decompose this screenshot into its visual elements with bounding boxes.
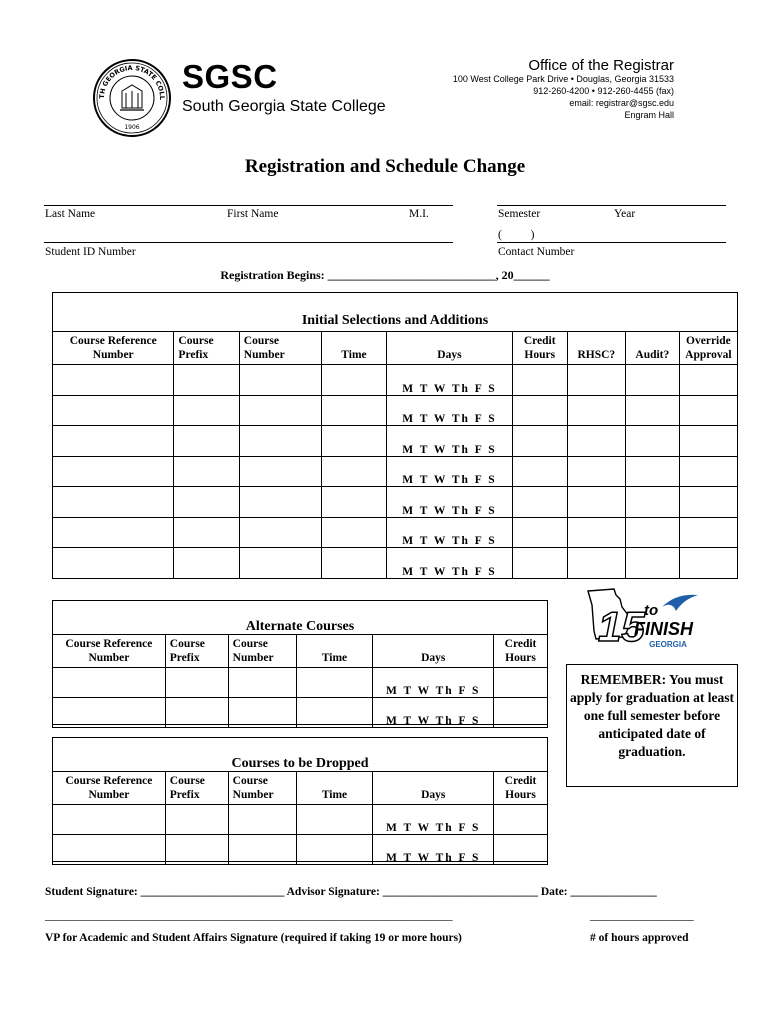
registration-begins: Registration Begins: ____________________________, 20______ — [220, 268, 550, 282]
header-days: Days — [387, 332, 513, 365]
entry-cell[interactable] — [296, 805, 373, 835]
entry-cell[interactable] — [53, 395, 174, 426]
entry-cell[interactable] — [53, 548, 174, 579]
entry-cell[interactable] — [625, 548, 679, 579]
days-selector[interactable]: M T W Th F S — [373, 668, 494, 698]
college-abbrev: SGSC — [182, 58, 278, 95]
student-id-line[interactable] — [44, 242, 453, 243]
logo-number: 15 — [598, 603, 645, 650]
drop-header-days: Days — [373, 772, 494, 805]
entry-cell[interactable] — [228, 698, 296, 728]
entry-cell[interactable] — [679, 517, 737, 548]
contact-line[interactable] — [497, 242, 726, 243]
entry-cell[interactable] — [679, 395, 737, 426]
entry-cell[interactable] — [228, 835, 296, 865]
course-row — [53, 395, 738, 426]
alt-header-credit-hours: Credit Hours — [494, 635, 548, 668]
dropped-table — [52, 771, 548, 865]
entry-cell[interactable] — [625, 426, 679, 457]
logo-swoosh — [662, 595, 698, 611]
header-credit-hours: Credit Hours — [512, 332, 567, 365]
mi-label: M.I. — [409, 208, 429, 220]
entry-cell[interactable] — [53, 517, 174, 548]
entry-cell[interactable] — [679, 487, 737, 518]
entry-cell[interactable] — [174, 548, 239, 579]
entry-cell[interactable] — [174, 426, 239, 457]
entry-cell[interactable] — [53, 456, 174, 487]
entry-cell[interactable] — [239, 487, 321, 518]
alternate-title: Alternate Courses — [245, 619, 355, 634]
entry-cell[interactable] — [679, 426, 737, 457]
entry-cell[interactable] — [512, 517, 567, 548]
days-selector[interactable]: M T W Th F S — [387, 487, 513, 518]
year-label: Year — [614, 208, 636, 220]
entry-cell[interactable] — [228, 668, 296, 698]
address: 100 West College Park Drive • Douglas, Georgia 31533 — [452, 74, 674, 84]
entry-cell[interactable] — [165, 698, 228, 728]
entry-cell[interactable] — [512, 395, 567, 426]
entry-cell[interactable] — [512, 456, 567, 487]
entry-cell[interactable] — [165, 805, 228, 835]
entry-cell[interactable] — [625, 487, 679, 518]
entry-cell[interactable] — [625, 365, 679, 396]
last-name-label: Last Name — [45, 208, 96, 220]
course-row — [53, 548, 738, 579]
signature-line[interactable]: Student Signature: _________________________ Advisor Signature: ___________________________ Date: _______________ — [45, 886, 657, 898]
header-override: Override Approval — [679, 332, 737, 365]
drop-header-credit-hours: Credit Hours — [494, 772, 548, 805]
entry-cell[interactable] — [567, 487, 625, 518]
entry-cell[interactable] — [321, 426, 386, 457]
college-name: South Georgia State College — [182, 98, 386, 115]
days-selector[interactable]: M T W Th F S — [387, 426, 513, 457]
drop-header-prefix: Course Prefix — [165, 772, 228, 805]
course-row — [53, 517, 738, 548]
entry-cell[interactable] — [625, 456, 679, 487]
course-row — [53, 487, 738, 518]
drop-header-crn: Course Reference Number — [53, 772, 166, 805]
entry-cell[interactable] — [321, 456, 386, 487]
entry-cell[interactable] — [53, 426, 174, 457]
entry-cell[interactable] — [567, 365, 625, 396]
dropped-title: Courses to be Dropped — [231, 756, 369, 771]
entry-cell[interactable] — [174, 487, 239, 518]
entry-cell[interactable] — [321, 517, 386, 548]
alt-header-prefix: Course Prefix — [165, 635, 228, 668]
reminder-box: REMEMBER: You must apply for graduation at least one full semester before anticipated date of graduation. — [566, 664, 738, 787]
header-rhsc: RHSC? — [567, 332, 625, 365]
days-selector[interactable]: M T W Th F S — [387, 395, 513, 426]
entry-cell[interactable] — [567, 517, 625, 548]
header-time: Time — [321, 332, 386, 365]
logo-state: GEORGIA — [649, 640, 687, 649]
dropped-courses-section — [52, 737, 548, 862]
entry-cell[interactable] — [174, 517, 239, 548]
entry-cell[interactable] — [165, 668, 228, 698]
entry-cell[interactable] — [567, 426, 625, 457]
email: email: registrar@sgsc.edu — [569, 98, 674, 108]
drop-header-course-number: Course Number — [228, 772, 296, 805]
initial-selections-section — [52, 292, 738, 579]
entry-cell[interactable] — [494, 805, 548, 835]
logo-to: to — [644, 602, 659, 619]
entry-cell[interactable] — [53, 698, 166, 728]
days-selector[interactable]: M T W Th F S — [373, 805, 494, 835]
entry-cell[interactable] — [494, 835, 548, 865]
building: Engram Hall — [624, 110, 674, 120]
hours-approved-line[interactable]: ____________________ — [590, 910, 694, 922]
header-crn: Course Reference Number — [53, 332, 174, 365]
entry-cell[interactable] — [321, 395, 386, 426]
entry-cell[interactable] — [53, 835, 166, 865]
entry-cell[interactable] — [239, 426, 321, 457]
entry-cell[interactable] — [228, 805, 296, 835]
course-row — [53, 698, 548, 728]
entry-cell[interactable] — [679, 548, 737, 579]
days-selector[interactable]: M T W Th F S — [373, 698, 494, 728]
phone: 912-260-4200 • 912-260-4455 (fax) — [533, 86, 674, 96]
college-seal — [92, 58, 172, 138]
entry-cell[interactable] — [512, 548, 567, 579]
entry-cell[interactable] — [239, 548, 321, 579]
alt-header-time: Time — [296, 635, 373, 668]
entry-cell[interactable] — [174, 365, 239, 396]
semester-line[interactable] — [497, 205, 726, 206]
drop-header-time: Time — [296, 772, 373, 805]
page-title: Registration and Schedule Change — [244, 156, 526, 177]
entry-cell[interactable] — [239, 456, 321, 487]
logo-finish: FINISH — [634, 619, 694, 639]
contact-label: Contact Number — [498, 246, 575, 258]
entry-cell[interactable] — [174, 456, 239, 487]
header-course-number: Course Number — [239, 332, 321, 365]
alt-header-days: Days — [373, 635, 494, 668]
student-id-label: Student ID Number — [45, 246, 136, 258]
entry-cell[interactable] — [494, 698, 548, 728]
header-audit: Audit? — [625, 332, 679, 365]
entry-cell[interactable] — [321, 548, 386, 579]
days-selector[interactable]: M T W Th F S — [373, 835, 494, 865]
entry-cell[interactable] — [321, 365, 386, 396]
seal-year: 1906 — [124, 124, 140, 131]
entry-cell[interactable] — [53, 365, 174, 396]
initial-table — [52, 331, 738, 579]
entry-cell[interactable] — [321, 487, 386, 518]
office-title: Office of the Registrar — [528, 57, 674, 74]
course-row — [53, 805, 548, 835]
entry-cell[interactable] — [512, 426, 567, 457]
entry-cell[interactable] — [567, 548, 625, 579]
entry-cell[interactable] — [239, 395, 321, 426]
entry-cell[interactable] — [53, 805, 166, 835]
fifteen-to-finish-logo — [584, 585, 706, 655]
entry-cell[interactable] — [567, 456, 625, 487]
course-row — [53, 365, 738, 396]
course-row — [53, 668, 548, 698]
first-name-label: First Name — [227, 208, 279, 220]
days-selector[interactable]: M T W Th F S — [387, 365, 513, 396]
entry-cell[interactable] — [53, 668, 166, 698]
days-selector[interactable]: M T W Th F S — [387, 456, 513, 487]
alt-header-crn: Course Reference Number — [53, 635, 166, 668]
days-selector[interactable]: M T W Th F S — [387, 548, 513, 579]
entry-cell[interactable] — [494, 668, 548, 698]
entry-cell[interactable] — [625, 395, 679, 426]
entry-cell[interactable] — [239, 365, 321, 396]
vp-signature-label: VP for Academic and Student Affairs Signature (required if taking 19 or more hours) — [45, 932, 462, 944]
entry-cell[interactable] — [625, 517, 679, 548]
entry-cell[interactable] — [512, 487, 567, 518]
entry-cell[interactable] — [239, 517, 321, 548]
course-row — [53, 456, 738, 487]
hours-approved-label: # of hours approved — [590, 932, 689, 944]
entry-cell[interactable] — [679, 456, 737, 487]
initial-title: Initial Selections and Additions — [301, 313, 489, 328]
course-row — [53, 835, 548, 865]
seal-text: TH GEORGIA STATE COLL — [97, 63, 167, 100]
alternate-courses-section — [52, 600, 548, 725]
entry-cell[interactable] — [567, 395, 625, 426]
entry-cell[interactable] — [165, 835, 228, 865]
course-row — [53, 426, 738, 457]
phone-paren: ( ) — [498, 229, 535, 241]
entry-cell[interactable] — [296, 835, 373, 865]
alt-header-course-number: Course Number — [228, 635, 296, 668]
vp-signature-line[interactable]: _______________________________________________________________________________ — [45, 910, 452, 922]
office-address-block — [453, 73, 674, 121]
entry-cell[interactable] — [512, 365, 567, 396]
name-line[interactable] — [44, 205, 453, 206]
entry-cell[interactable] — [174, 395, 239, 426]
entry-cell[interactable] — [679, 365, 737, 396]
semester-label: Semester — [498, 208, 541, 220]
entry-cell[interactable] — [53, 487, 174, 518]
alternate-table — [52, 634, 548, 728]
header-prefix: Course Prefix — [174, 332, 239, 365]
entry-cell[interactable] — [296, 668, 373, 698]
days-selector[interactable]: M T W Th F S — [387, 517, 513, 548]
entry-cell[interactable] — [296, 698, 373, 728]
